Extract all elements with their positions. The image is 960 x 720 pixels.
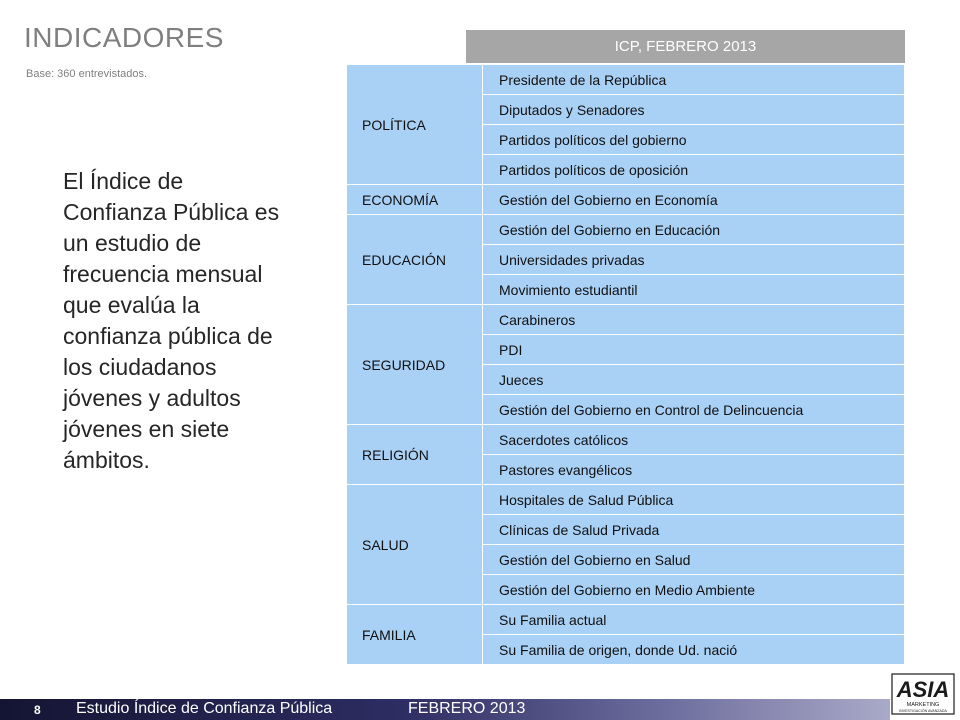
item-cell: Partidos políticos del gobierno — [483, 125, 905, 155]
icp-table-container — [346, 30, 905, 665]
asia-marketing-logo — [890, 672, 956, 716]
table-row — [347, 185, 905, 215]
icp-table — [346, 64, 905, 665]
table-row — [347, 425, 905, 455]
table-row — [347, 65, 905, 95]
footer-date: FEBRERO 2013 — [408, 700, 526, 717]
item-cell: Universidades privadas — [483, 245, 905, 275]
category-cell: ECONOMÍA — [347, 185, 483, 215]
item-cell: Diputados y Senadores — [483, 95, 905, 125]
item-cell: PDI — [483, 335, 905, 365]
footer-bar — [0, 699, 890, 720]
category-cell: POLÍTICA — [347, 65, 483, 185]
item-cell: Pastores evangélicos — [483, 455, 905, 485]
category-cell: SALUD — [347, 485, 483, 605]
base-note: Base: 360 entrevistados. — [26, 68, 148, 80]
table-row — [347, 305, 905, 335]
page-title: INDICADORES — [24, 22, 224, 53]
item-cell: Carabineros — [483, 305, 905, 335]
logo-brand: ASIA — [896, 677, 950, 702]
page-number: 8 — [34, 703, 41, 717]
table-header: ICP, FEBRERO 2013 — [466, 30, 905, 64]
item-cell: Hospitales de Salud Pública — [483, 485, 905, 515]
item-cell: Gestión del Gobierno en Medio Ambiente — [483, 575, 905, 605]
logo-sub1: MARKETING — [906, 702, 940, 708]
table-row — [347, 605, 905, 635]
item-cell: Partidos políticos de oposición — [483, 155, 905, 185]
footer-study-title: Estudio Índice de Confianza Pública — [76, 700, 333, 717]
category-cell: RELIGIÓN — [347, 425, 483, 485]
item-cell: Gestión del Gobierno en Educación — [483, 215, 905, 245]
category-cell: FAMILIA — [347, 605, 483, 665]
item-cell: Sacerdotes católicos — [483, 425, 905, 455]
table-row — [347, 215, 905, 245]
category-cell: EDUCACIÓN — [347, 215, 483, 305]
item-cell: Movimiento estudiantil — [483, 275, 905, 305]
item-cell: Gestión del Gobierno en Economía — [483, 185, 905, 215]
table-row — [347, 485, 905, 515]
item-cell: Su Familia de origen, donde Ud. nació — [483, 635, 905, 665]
category-cell: SEGURIDAD — [347, 305, 483, 425]
logo-sub2: INVESTIGACIÓN AVANZADA — [899, 709, 947, 713]
item-cell: Clínicas de Salud Privada — [483, 515, 905, 545]
item-cell: Gestión del Gobierno en Salud — [483, 545, 905, 575]
description-text: El Índice de Confianza Pública es un estudio de frecuencia mensual que evalúa la confianza pública de los ciudadanos jóvenes y adultos jóvenes en siete ámbitos. — [63, 168, 280, 473]
item-cell: Gestión del Gobierno en Control de Delincuencia — [483, 395, 905, 425]
item-cell: Presidente de la República — [483, 65, 905, 95]
item-cell: Su Familia actual — [483, 605, 905, 635]
item-cell: Jueces — [483, 365, 905, 395]
